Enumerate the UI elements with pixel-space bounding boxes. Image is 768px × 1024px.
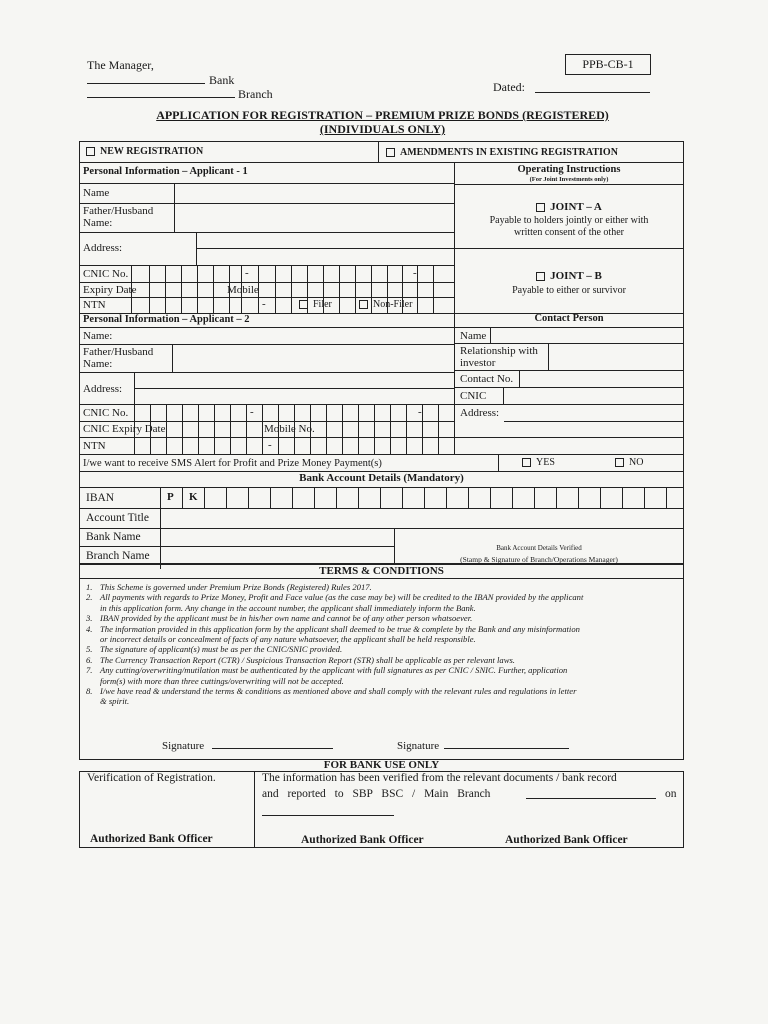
cell-divider bbox=[213, 265, 214, 313]
checkbox-icon[interactable] bbox=[359, 300, 368, 309]
cell-divider bbox=[622, 487, 623, 508]
branch-name-label: Branch Name bbox=[86, 550, 150, 562]
cell-divider bbox=[339, 265, 340, 313]
applicant2-heading: Personal Information – Applicant – 2 bbox=[83, 314, 250, 325]
terms-heading: TERMS & CONDITIONS bbox=[319, 565, 444, 577]
cell-divider bbox=[534, 487, 535, 508]
dash-separator: - bbox=[268, 439, 272, 451]
cell-divider bbox=[182, 487, 183, 508]
cell-divider bbox=[248, 487, 249, 508]
cell-divider bbox=[468, 487, 469, 508]
cell-divider bbox=[666, 487, 667, 508]
checkbox-icon[interactable] bbox=[522, 458, 531, 467]
contact-relation-label: Relationship with bbox=[460, 345, 538, 357]
dash-separator: - bbox=[245, 267, 249, 279]
cell-divider bbox=[181, 265, 182, 313]
contact-cnic-label: CNIC bbox=[460, 390, 487, 402]
bank-use-heading: FOR BANK USE ONLY bbox=[323, 759, 440, 771]
cell-divider bbox=[438, 404, 439, 454]
applicant1-expiry-label: Expiry Date bbox=[83, 284, 137, 296]
officer3-label: Authorized Bank Officer bbox=[505, 834, 628, 846]
iban-k: K bbox=[189, 491, 198, 503]
bank-field[interactable] bbox=[87, 72, 205, 84]
terms-item: 1. This Scheme is governed under Premium Prize Bonds (Registered) Rules 2017. bbox=[86, 582, 372, 592]
checkbox-icon[interactable] bbox=[615, 458, 624, 467]
joint-a-option[interactable]: JOINT – A bbox=[454, 201, 684, 213]
cell-divider bbox=[230, 404, 231, 454]
cell-divider bbox=[512, 487, 513, 508]
filer-option[interactable]: Filer bbox=[299, 299, 332, 310]
cell-divider bbox=[291, 265, 292, 313]
cell-divider bbox=[433, 265, 434, 313]
bank-label: Bank bbox=[209, 73, 235, 87]
cell-divider bbox=[197, 265, 198, 313]
applicant1-ntn-label: NTN bbox=[83, 299, 106, 311]
applicant2-mobile-label: Mobile No. bbox=[264, 423, 315, 435]
cell-divider bbox=[166, 404, 167, 454]
contact-investor-label: investor bbox=[460, 357, 496, 369]
terms-item: 3. IBAN provided by the applicant must be in his/her own name and cannot be of any other person whatsoever. bbox=[86, 613, 473, 624]
applicant1-mobile-label: Mobile bbox=[227, 284, 259, 296]
joint-b-desc: Payable to either or survivor bbox=[512, 285, 626, 296]
cell-divider bbox=[204, 487, 205, 508]
branch-field[interactable] bbox=[87, 86, 235, 98]
checkbox-icon[interactable] bbox=[86, 147, 95, 156]
verification-label: Verification of Registration. bbox=[87, 772, 216, 784]
cell-divider bbox=[424, 487, 425, 508]
applicant1-address-label: Address: bbox=[83, 242, 123, 254]
signature2-field[interactable] bbox=[444, 738, 569, 749]
stamp-label: (Stamp & Signature of Branch/Operations Manager) bbox=[460, 555, 618, 564]
terms-item: 8. I/we have read & understand the terms & conditions as mentioned above and shall comply with the relevant rules and regulations in letter & spirit. bbox=[86, 686, 577, 707]
terms-item: 7. Any cutting/overwriting/mutilation must be authenticated by the applicant with full signatures as per CNIC / SNIC. Further, application form(s) with more than three cuttings/overwriting will not be accepted. bbox=[86, 665, 568, 686]
dash-separator: - bbox=[418, 406, 422, 418]
terms-item: 5. The signature of applicant(s) must be as per the CNIC/SNIC provided. bbox=[86, 644, 343, 655]
cell-divider bbox=[402, 487, 403, 508]
sms-question: I/we want to receive SMS Alert for Profit and Prize Money Payment(s) bbox=[83, 458, 382, 469]
cell-divider bbox=[600, 487, 601, 508]
applicant2-ntn-label: NTN bbox=[83, 440, 106, 452]
on-label: on bbox=[665, 788, 677, 800]
cell-divider bbox=[374, 404, 375, 454]
bank-name-label: Bank Name bbox=[86, 531, 141, 543]
applicant2-expiry-label: CNIC Expiry Date bbox=[83, 423, 166, 435]
cell-divider bbox=[182, 404, 183, 454]
applicant2-father-label: Father/Husband bbox=[83, 346, 154, 358]
new-registration-option[interactable]: NEW REGISTRATION bbox=[86, 146, 203, 157]
account-title-label: Account Title bbox=[86, 512, 149, 524]
bank-verified-label: Bank Account Details Verified bbox=[496, 544, 582, 552]
amend-registration-option[interactable]: AMENDMENTS IN EXISTING REGISTRATION bbox=[386, 147, 618, 158]
cell-divider bbox=[342, 404, 343, 454]
verification-info-2: and reported to SBP BSC / Main Branch bbox=[262, 788, 491, 800]
applicant2-address-label: Address: bbox=[83, 383, 123, 395]
date-line-field[interactable] bbox=[262, 805, 394, 816]
applicant1-heading: Personal Information – Applicant - 1 bbox=[83, 166, 248, 177]
joint-a-desc: Payable to holders jointly or either with bbox=[489, 215, 649, 226]
cell-divider bbox=[262, 404, 263, 454]
operating-heading: Operating Instructions bbox=[517, 164, 621, 175]
checkbox-icon[interactable] bbox=[299, 300, 308, 309]
branch-line-field[interactable] bbox=[526, 788, 656, 799]
signature1-field[interactable] bbox=[212, 738, 333, 749]
checkbox-icon[interactable] bbox=[536, 203, 545, 212]
terms-item: 6. The Currency Transaction Report (CTR) / Suspicious Transaction Report (STR) shall be applicable as per relevant laws. bbox=[86, 654, 515, 665]
signature1-label: Signature bbox=[162, 740, 205, 752]
cell-divider bbox=[490, 487, 491, 508]
cell-divider bbox=[358, 487, 359, 508]
contact-address-label: Address: bbox=[460, 407, 500, 419]
sms-no-option[interactable]: NO bbox=[615, 457, 643, 468]
cell-divider bbox=[578, 487, 579, 508]
cell-divider bbox=[326, 404, 327, 454]
cell-divider bbox=[149, 265, 150, 313]
cell-divider bbox=[417, 265, 418, 313]
dash-separator: - bbox=[262, 298, 266, 310]
cell-divider bbox=[422, 404, 423, 454]
bank-heading: Bank Account Details (Mandatory) bbox=[299, 472, 464, 484]
cell-divider bbox=[226, 487, 227, 508]
joint-b-option[interactable]: JOINT – B bbox=[454, 270, 684, 282]
contact-heading: Contact Person bbox=[534, 313, 604, 324]
joint-a-desc-2: written consent of the other bbox=[514, 227, 624, 238]
branch-label: Branch bbox=[238, 87, 273, 101]
signature2-label: Signature bbox=[397, 740, 440, 752]
form-code: PPB-CB-1 bbox=[565, 54, 651, 75]
form-subtitle: (INDIVIDUALS ONLY) bbox=[319, 122, 446, 136]
iban-p: P bbox=[167, 491, 174, 503]
manager-label: The Manager, bbox=[87, 58, 154, 72]
operating-subheading: (For Joint Investments only) bbox=[529, 176, 609, 183]
officer2-label: Authorized Bank Officer bbox=[301, 834, 424, 846]
iban-label: IBAN bbox=[86, 492, 115, 504]
cell-divider bbox=[406, 404, 407, 454]
applicant1-name-label: Name bbox=[83, 187, 110, 199]
cell-divider bbox=[446, 487, 447, 508]
contact-name-label: Name bbox=[460, 330, 487, 342]
officer1-label: Authorized Bank Officer bbox=[90, 833, 213, 845]
applicant2-name-label: Name: bbox=[83, 330, 113, 342]
terms-list bbox=[86, 582, 682, 707]
date-field[interactable] bbox=[535, 80, 650, 93]
cell-divider bbox=[214, 404, 215, 454]
form-title: APPLICATION FOR REGISTRATION – PREMIUM PRIZE BONDS (REGISTERED) bbox=[156, 108, 609, 122]
dash-separator: - bbox=[413, 267, 417, 279]
cell-divider bbox=[355, 265, 356, 313]
checkbox-icon[interactable] bbox=[536, 272, 545, 281]
dated-label: Dated: bbox=[493, 80, 525, 94]
cell-divider bbox=[314, 487, 315, 508]
applicant2-father-name-label: Name: bbox=[83, 358, 113, 370]
nonfiler-option[interactable]: Non-Filer bbox=[359, 299, 412, 310]
cell-divider bbox=[275, 265, 276, 313]
terms-item: 4. The information provided in this application form by the applicant shall deemed to be true & complete by the Bank and any misinformation or incorrect details or concealment of facts of any nature whatsoever, the applicant shall be held responsible. bbox=[86, 623, 580, 645]
applicant1-cnic-label: CNIC No. bbox=[83, 268, 129, 280]
cell-divider bbox=[336, 487, 337, 508]
applicant1-father-name-label: Name: bbox=[83, 217, 113, 229]
sms-yes-option[interactable]: YES bbox=[522, 457, 555, 468]
dash-separator: - bbox=[250, 406, 254, 418]
applicant2-cnic-label: CNIC No. bbox=[83, 407, 129, 419]
terms-item: 2. All payments with regards to Prize Money, Profit and Face value (as the case may be) will be credited to the IBAN provided by the applicant in this application form. Any change in the account number, the applicant shall immediately inform the Bank. bbox=[86, 592, 584, 613]
applicant1-father-label: Father/Husband bbox=[83, 205, 154, 217]
cell-divider bbox=[165, 265, 166, 313]
cell-divider bbox=[390, 404, 391, 454]
checkbox-icon[interactable] bbox=[386, 148, 395, 157]
cell-divider bbox=[380, 487, 381, 508]
cell-divider bbox=[198, 404, 199, 454]
contact-number-label: Contact No. bbox=[460, 373, 514, 385]
cell-divider bbox=[556, 487, 557, 508]
cell-divider bbox=[292, 487, 293, 508]
cell-divider bbox=[270, 487, 271, 508]
cell-divider bbox=[246, 404, 247, 454]
verification-info: The information has been verified from the relevant documents / bank record bbox=[262, 772, 617, 784]
cell-divider bbox=[644, 487, 645, 508]
cell-divider bbox=[358, 404, 359, 454]
